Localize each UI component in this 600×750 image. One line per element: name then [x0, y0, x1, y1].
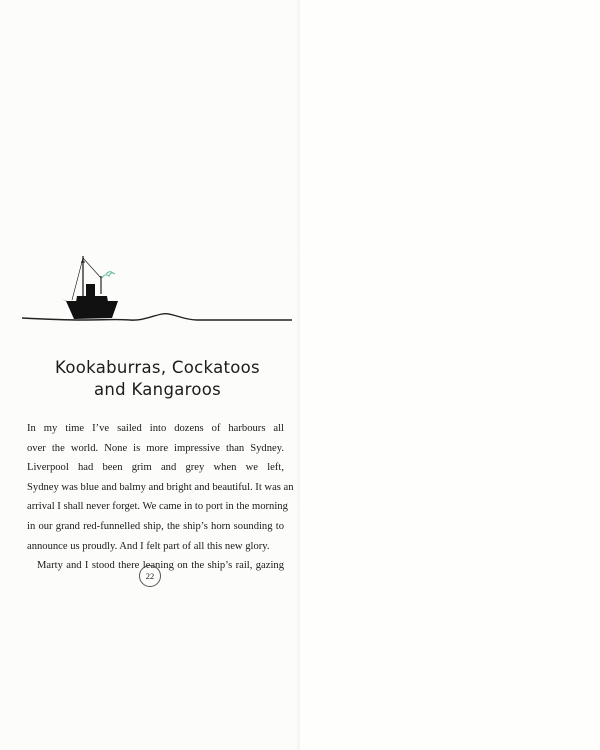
text-line: arrival I shall never forget. We came in to port in the morning [27, 501, 288, 513]
left-body-text [27, 419, 294, 576]
page-number-left: 22 [139, 565, 161, 587]
text-line: in our grand red-funnelled ship, the ship’s horn sounding to [27, 520, 284, 532]
text-line: Sydney was blue and balmy and bright and beautiful. It was an [27, 481, 294, 493]
text-line: announce us proudly. And I felt part of all this new glory. [27, 540, 270, 552]
ship-icon [22, 250, 292, 340]
chapter-title-line-2: and Kangaroos [93, 380, 222, 399]
text-line: Liverpool had been grim and grey when we left, [27, 462, 284, 474]
text-line: Marty and I stood there leaning on the ship’s rail, gazing [37, 560, 284, 572]
text-line: over the world. None is more impressive than Sydney. [27, 442, 284, 454]
right-page [300, 0, 600, 750]
text-line: In my time I’ve sailed into dozens of harbours all [27, 423, 284, 434]
chapter-title-line-1: Kookaburras, Cockatoos [55, 358, 260, 377]
paragraph [27, 419, 294, 556]
chapter-title [20, 357, 295, 401]
